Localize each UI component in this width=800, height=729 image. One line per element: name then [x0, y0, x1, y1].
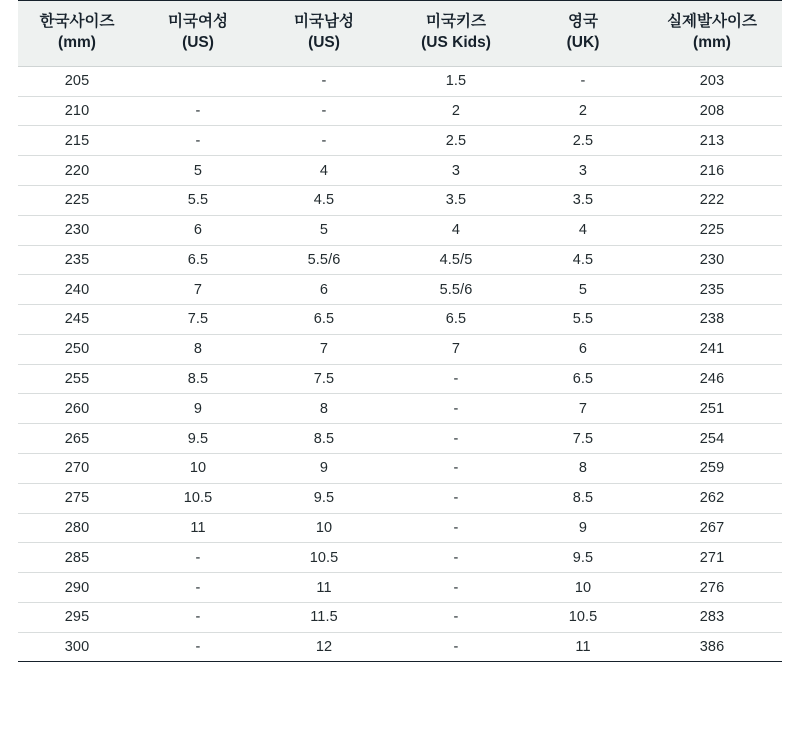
table-cell: -: [136, 96, 260, 126]
table-row: [18, 394, 782, 424]
table-cell: 386: [642, 632, 782, 662]
table-cell: 255: [18, 364, 136, 394]
table-cell: 5.5/6: [388, 275, 524, 305]
column-header-line2: (US Kids): [421, 33, 491, 51]
table-cell: 10: [136, 454, 260, 484]
table-cell: 5: [524, 275, 642, 305]
table-cell: 3: [524, 156, 642, 186]
table-cell: 245: [18, 305, 136, 335]
table-cell: 246: [642, 364, 782, 394]
table-row: [18, 632, 782, 662]
table-cell: 8.5: [524, 483, 642, 513]
table-cell: 9.5: [136, 424, 260, 454]
table-cell: 216: [642, 156, 782, 186]
table-cell: 9.5: [260, 483, 388, 513]
table-row: [18, 424, 782, 454]
table-body: [18, 66, 782, 662]
table-cell: 5: [136, 156, 260, 186]
shoe-size-table: [18, 0, 782, 662]
table-cell: 4.5/5: [388, 245, 524, 275]
table-cell: 4.5: [260, 185, 388, 215]
table-cell: [136, 66, 260, 96]
table-cell: 8.5: [260, 424, 388, 454]
table-cell: 250: [18, 334, 136, 364]
table-cell: 213: [642, 126, 782, 156]
table-cell: 4: [260, 156, 388, 186]
table-cell: 6.5: [136, 245, 260, 275]
table-cell: 267: [642, 513, 782, 543]
table-cell: 280: [18, 513, 136, 543]
table-cell: 5: [260, 215, 388, 245]
column-header-us-men: [260, 1, 388, 67]
table-cell: 8: [260, 394, 388, 424]
column-header-actual-foot-size: [642, 1, 782, 67]
column-header-line1: 한국사이즈: [39, 13, 115, 30]
table-cell: 275: [18, 483, 136, 513]
table-row: [18, 66, 782, 96]
table-cell: 300: [18, 632, 136, 662]
table-row: [18, 305, 782, 335]
column-header-line1: 미국남성: [294, 13, 354, 30]
table-cell: 230: [642, 245, 782, 275]
table-cell: 11: [136, 513, 260, 543]
table-row: [18, 364, 782, 394]
table-cell: 11: [260, 573, 388, 603]
table-cell: -: [524, 66, 642, 96]
table-cell: 11.5: [260, 602, 388, 632]
table-cell: 3.5: [524, 185, 642, 215]
column-header-line2: (mm): [693, 33, 731, 51]
table-cell: 7: [388, 334, 524, 364]
column-header-line2: (US): [308, 33, 340, 51]
table-cell: 1.5: [388, 66, 524, 96]
table-cell: 3.5: [388, 185, 524, 215]
table-row: [18, 513, 782, 543]
table-cell: 225: [642, 215, 782, 245]
table-cell: -: [260, 126, 388, 156]
table-cell: 208: [642, 96, 782, 126]
column-header-korea-size: [18, 1, 136, 67]
table-cell: 10: [260, 513, 388, 543]
table-cell: 235: [642, 275, 782, 305]
table-row: [18, 245, 782, 275]
column-header-line1: 실제발사이즈: [667, 13, 757, 30]
table-cell: 2: [524, 96, 642, 126]
table-header-row: [18, 1, 782, 67]
table-cell: 2: [388, 96, 524, 126]
table-cell: -: [388, 454, 524, 484]
table-cell: 265: [18, 424, 136, 454]
column-header-line1: 미국여성: [168, 13, 228, 30]
table-cell: 6.5: [260, 305, 388, 335]
table-cell: -: [388, 632, 524, 662]
table-cell: 7: [136, 275, 260, 305]
table-cell: -: [388, 573, 524, 603]
table-cell: 260: [18, 394, 136, 424]
table-cell: -: [136, 602, 260, 632]
table-row: [18, 483, 782, 513]
table-cell: 270: [18, 454, 136, 484]
table-cell: 2.5: [388, 126, 524, 156]
table-row: [18, 275, 782, 305]
table-cell: 12: [260, 632, 388, 662]
table-cell: -: [388, 364, 524, 394]
column-header-line1: 미국키즈: [426, 13, 486, 30]
table-cell: -: [136, 126, 260, 156]
table-cell: 230: [18, 215, 136, 245]
table-row: [18, 96, 782, 126]
table-cell: 5.5/6: [260, 245, 388, 275]
table-cell: 235: [18, 245, 136, 275]
column-header-line2: (UK): [566, 33, 600, 51]
table-row: [18, 185, 782, 215]
table-cell: 9: [136, 394, 260, 424]
table-row: [18, 334, 782, 364]
table-cell: -: [388, 543, 524, 573]
table-cell: 6.5: [388, 305, 524, 335]
table-cell: -: [260, 96, 388, 126]
table-row: [18, 454, 782, 484]
table-cell: 220: [18, 156, 136, 186]
table-cell: -: [260, 66, 388, 96]
table-cell: 9.5: [524, 543, 642, 573]
column-header-line2: (mm): [58, 33, 96, 51]
table-cell: -: [388, 394, 524, 424]
column-header-line2: (US): [182, 33, 214, 51]
table-cell: 283: [642, 602, 782, 632]
table-cell: 225: [18, 185, 136, 215]
table-cell: -: [136, 543, 260, 573]
table-cell: 203: [642, 66, 782, 96]
table-cell: 241: [642, 334, 782, 364]
table-cell: 290: [18, 573, 136, 603]
table-cell: 10.5: [524, 602, 642, 632]
table-cell: -: [388, 483, 524, 513]
table-cell: 6: [136, 215, 260, 245]
table-cell: 3: [388, 156, 524, 186]
table-cell: 238: [642, 305, 782, 335]
table-cell: 254: [642, 424, 782, 454]
table-cell: 4.5: [524, 245, 642, 275]
table-cell: 295: [18, 602, 136, 632]
table-cell: 2.5: [524, 126, 642, 156]
table-cell: -: [136, 573, 260, 603]
column-header-line1: 영국: [568, 13, 598, 30]
table-row: [18, 156, 782, 186]
table-row: [18, 602, 782, 632]
table-cell: 4: [388, 215, 524, 245]
table-cell: 10.5: [136, 483, 260, 513]
table-cell: 9: [260, 454, 388, 484]
bottom-spacer: [0, 662, 800, 678]
table-cell: 271: [642, 543, 782, 573]
column-header-uk: [524, 1, 642, 67]
column-header-us-women: [136, 1, 260, 67]
table-cell: 6.5: [524, 364, 642, 394]
table-cell: 11: [524, 632, 642, 662]
table-cell: 7.5: [136, 305, 260, 335]
table-cell: 9: [524, 513, 642, 543]
table-cell: 251: [642, 394, 782, 424]
table-cell: 4: [524, 215, 642, 245]
table-cell: 285: [18, 543, 136, 573]
table-row: [18, 126, 782, 156]
table-row: [18, 215, 782, 245]
table-cell: -: [388, 424, 524, 454]
table-cell: 276: [642, 573, 782, 603]
table-cell: 240: [18, 275, 136, 305]
table-row: [18, 543, 782, 573]
table-cell: 7: [524, 394, 642, 424]
table-cell: 8: [524, 454, 642, 484]
table-cell: -: [136, 632, 260, 662]
table-header: [18, 1, 782, 67]
table-cell: 10: [524, 573, 642, 603]
table-cell: 5.5: [524, 305, 642, 335]
table-cell: 7.5: [524, 424, 642, 454]
table-cell: 5.5: [136, 185, 260, 215]
table-cell: 6: [260, 275, 388, 305]
table-cell: 7: [260, 334, 388, 364]
table-cell: 222: [642, 185, 782, 215]
table-cell: -: [388, 513, 524, 543]
table-cell: 215: [18, 126, 136, 156]
column-header-us-kids: [388, 1, 524, 67]
table-row: [18, 573, 782, 603]
table-cell: 8: [136, 334, 260, 364]
table-cell: 210: [18, 96, 136, 126]
table-cell: 205: [18, 66, 136, 96]
table-cell: 8.5: [136, 364, 260, 394]
table-cell: -: [388, 602, 524, 632]
table-cell: 10.5: [260, 543, 388, 573]
table-cell: 259: [642, 454, 782, 484]
table-cell: 6: [524, 334, 642, 364]
table-cell: 262: [642, 483, 782, 513]
table-cell: 7.5: [260, 364, 388, 394]
